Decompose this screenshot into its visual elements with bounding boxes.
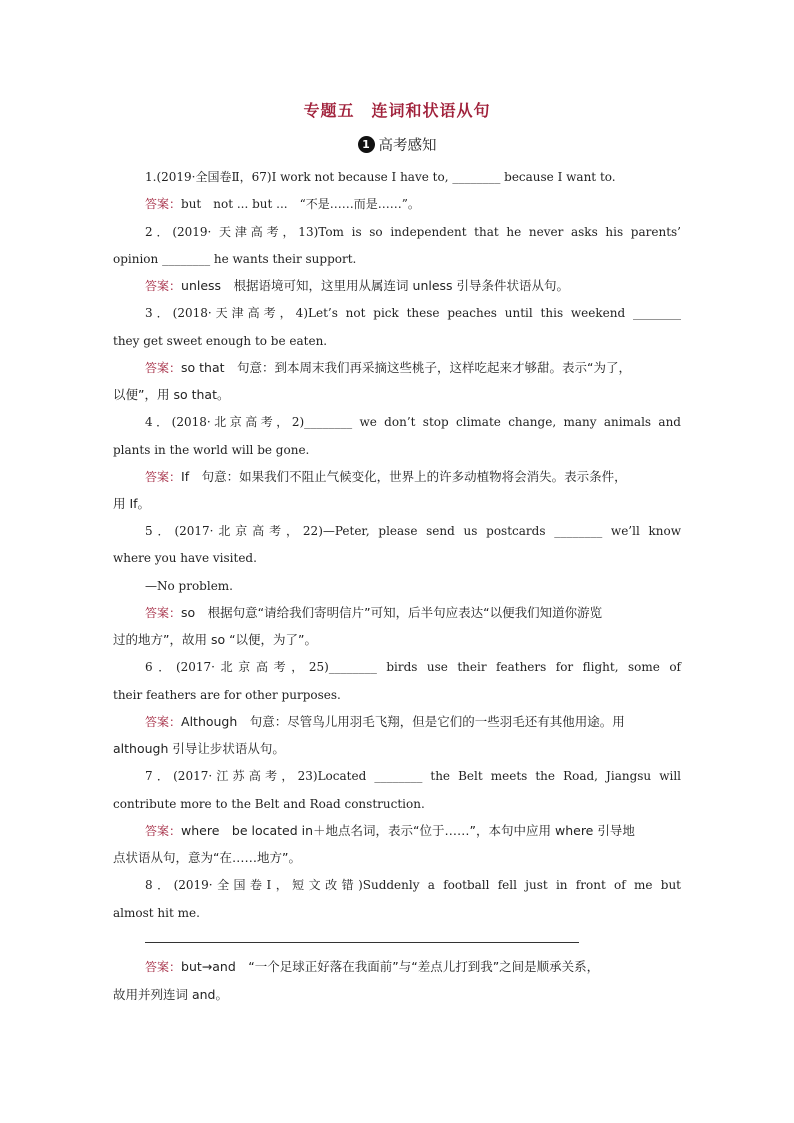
answer-5-line-1: 答案：so 根据句意“请给我们寄明信片”可知，后半句应表达“以便我们知道你游览: [145, 605, 603, 620]
question-8-line-2: almost hit me.: [113, 906, 200, 920]
section-label: 高考感知: [378, 138, 437, 154]
question-5-line-1: 5．(2017·北京高考，22)—Peter, please send us postcards ________ we’ll know: [145, 524, 681, 538]
question-6-line-1: 6．(2017·北京高考，25)________ birds use their feathers for flight, some of: [145, 660, 681, 674]
answer-7-line-2: 点状语从句，意为“在……地方”。: [113, 850, 301, 865]
answer-label: 答案：: [145, 715, 182, 729]
question-2-line-2: opinion ________ he wants their support.: [113, 252, 357, 266]
answer-label: 答案：: [145, 361, 182, 375]
answer-label: 答案：: [145, 197, 182, 211]
answer-label: 答案：: [145, 470, 182, 484]
answer-8-line-1: 答案：but→and “一个足球正好落在我面前”与“差点儿打到我”之间是顺承关系，: [145, 959, 600, 974]
question-3-line-1: 3．(2018·天津高考，4)Let’s not pick these peaches until this weekend ________: [145, 306, 681, 320]
answer-label: 答案：: [145, 606, 182, 620]
answer-5-line-2: 过的地方”，故用 so “以便，为了”。: [113, 632, 318, 647]
section-number-badge: 1: [358, 136, 375, 153]
answer-7-line-1: 答案：where be located in＋地点名词，表示“位于……”，本句中应用 where 引导地: [145, 823, 635, 838]
answer-divider-rule: [145, 942, 579, 943]
question-2-line-1: 2．(2019· 天津高考，13)Tom is so independent that he never asks his parents’: [145, 225, 681, 239]
answer-label: 答案：: [145, 824, 182, 838]
question-4-line-2: plants in the world will be gone.: [113, 443, 310, 457]
answer-6-line-1: 答案：Although 句意：尽管鸟儿用羽毛飞翔，但是它们的一些羽毛还有其他用途。用: [145, 714, 625, 729]
answer-label: 答案：: [145, 279, 182, 293]
question-5-line-3: —No problem.: [145, 579, 233, 593]
question-7-line-2: contribute more to the Belt and Road construction.: [113, 797, 425, 811]
section-heading: [113, 134, 681, 155]
question-6-line-2: their feathers are for other purposes.: [113, 688, 341, 702]
question-1-line-1: 1.(2019·全国卷Ⅱ，67)I work not because I have to, ________ because I want to.: [145, 170, 616, 184]
answer-8-line-2: 故用并列连词 and。: [113, 987, 228, 1002]
question-3-line-2: they get sweet enough to be eaten.: [113, 334, 328, 348]
answer-2-line-1: 答案：unless 根据语境可知，这里用从属连词 unless 引导条件状语从句。: [145, 278, 570, 293]
question-8-line-1: 8．(2019·全国卷Ⅰ，短文改错)Suddenly a football fell just in front of me but: [145, 878, 681, 892]
question-5-line-2: where you have visited.: [113, 551, 257, 565]
answer-6-line-2: although 引导让步状语从句。: [113, 741, 285, 756]
answer-3-line-2: 以便”，用 so that。: [113, 387, 230, 402]
question-4-line-1: 4．(2018·北京高考，2)________ we don’t stop climate change, many animals and: [145, 415, 681, 429]
answer-4-line-1: 答案：If 句意：如果我们不阻止气候变化，世界上的许多动植物将会消失。表示条件，: [145, 469, 627, 484]
page-title: 专题五 连词和状语从句: [303, 101, 491, 120]
answer-3-line-1: 答案：so that 句意：到本周末我们再采摘这些桃子，这样吃起来才够甜。表示“为了，: [145, 360, 632, 375]
answer-label: 答案：: [145, 960, 182, 974]
question-7-line-1: 7．(2017·江苏高考，23)Located ________ the Belt meets the Road, Jiangsu will: [145, 769, 681, 783]
answer-4-line-2: 用 If。: [113, 496, 151, 511]
answer-1-line-1: 答案：but not ... but ... “不是……而是……”。: [145, 197, 420, 211]
